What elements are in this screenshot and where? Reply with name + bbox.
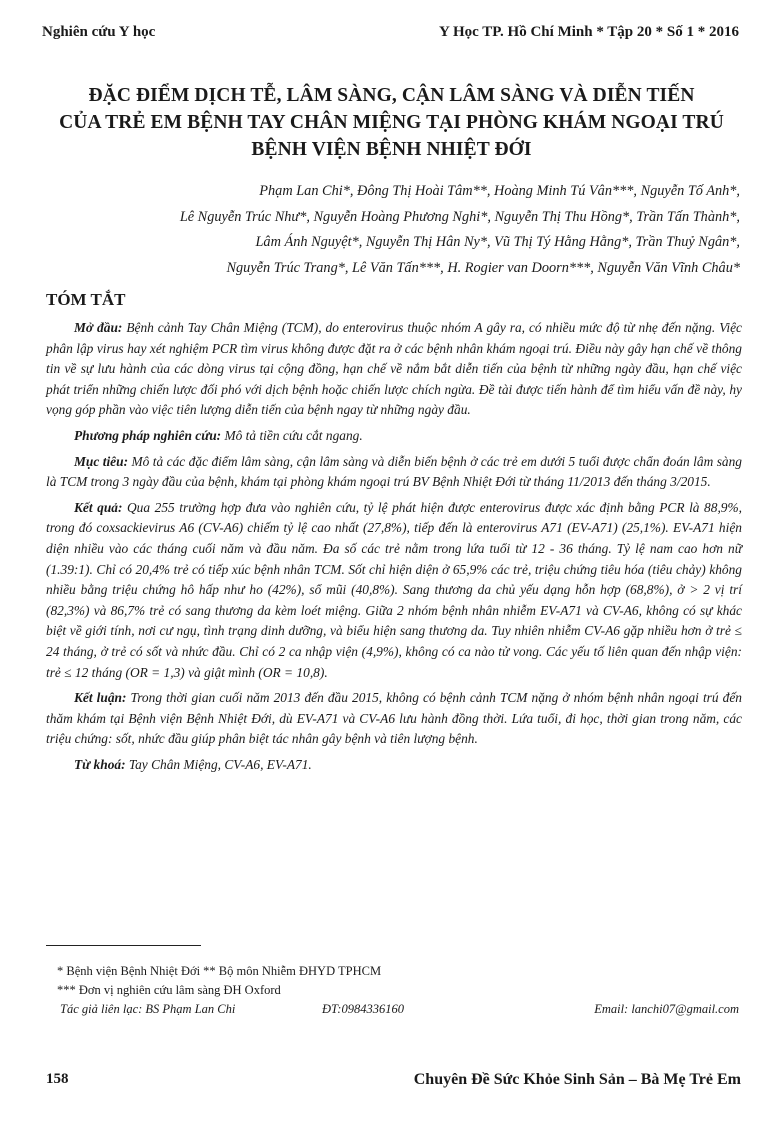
contact-email: Email: lanchi07@gmail.com xyxy=(594,1002,739,1016)
abstract-heading: TÓM TẮT xyxy=(46,290,126,309)
title-line: ĐẶC ĐIỂM DỊCH TỄ, LÂM SÀNG, CẬN LÂM SÀNG VÀ DIỄN TIẾN xyxy=(88,85,695,106)
abstract-paragraph-results xyxy=(46,498,742,683)
abstract-paragraph-methods xyxy=(46,426,742,447)
paragraph-label: Kết quả: xyxy=(74,499,123,515)
article-title xyxy=(40,82,743,163)
contact-phone: ĐT:0984336160 xyxy=(322,1002,404,1016)
contact-author: Tác giả liên lạc: BS Phạm Lan Chi xyxy=(60,1002,236,1016)
affiliation-line: *** Đơn vị nghiên cứu lâm sàng ĐH Oxford xyxy=(57,983,281,997)
author-line: Lâm Ánh Nguyệt*, Nguyễn Thị Hân Ny*, Vũ Thị Tý Hằng Hằng*, Trần Thuỷ Ngân*, xyxy=(255,234,740,250)
running-header xyxy=(42,24,739,48)
section-label: Nghiên cứu Y học xyxy=(42,24,156,40)
author-list xyxy=(40,179,740,281)
paragraph-text: Mô tả các đặc điểm lâm sàng, cận lâm sàng và diễn biến bệnh ở các trẻ em dưới 5 tuổi được chẩn đoán lâm sàng là TCM trong 3 ngày đầu của bệnh, khám tại phòng khám ngoại trú BV Bệnh Nhiệt Đới từ tháng 11/2013 đến tháng 3/2015. xyxy=(46,453,743,490)
abstract-paragraph-background xyxy=(46,318,742,421)
title-line: CỦA TRẺ EM BỆNH TAY CHÂN MIỆNG TẠI PHÒNG KHÁM NGOẠI TRÚ xyxy=(59,112,724,133)
page-number: 158 xyxy=(46,1071,69,1087)
paragraph-text: Bệnh cảnh Tay Chân Miệng (TCM), do enterovirus thuộc nhóm A gây ra, có nhiều mức độ từ nhẹ đến nặng. Việc phân lập virus hay xét nghiệm PCR tìm virus không được đặt ra ở các bệnh nhân khám ngoại trú. Điều này gây hạn chế về thông tin về sự lưu hành của các dòng virus tại cộng đồng, hạn chế về nắm bắt diễn tiến của bệnh từ những ngày đầu, hạn chế việc phát triển những chiến lược đối phó với dịch bệnh hoặc chiến lược chích ngừa. Đề tài được tiến hành để tìm hiểu vấn đề này, hy vọng góp phần vào việc tiên lượng diễn tiến của bệnh ngay từ những ngày đầu. xyxy=(46,320,742,418)
journal-citation: Y Học TP. Hồ Chí Minh * Tập 20 * Số 1 * 2016 xyxy=(438,24,739,40)
paragraph-text: Trong thời gian cuối năm 2013 đến đầu 2015, không có bệnh cảnh TCM nặng ở nhóm bệnh nhân ngoại trú đến thăm khám tại Bệnh viện Bệnh Nhiệt Đới, dù EV-A71 và CV-A6 lưu hành đồng thời. Lứa tuổi, đi học, thời gian trong năm, các triệu chứng: sốt, nhức đầu giúp phân biệt tác nhân gây bệnh và tiên lượng bệnh. xyxy=(46,690,742,747)
title-line: BỆNH VIỆN BỆNH NHIỆT ĐỚI xyxy=(251,139,532,160)
author-line: Phạm Lan Chi*, Đông Thị Hoài Tâm**, Hoàng Minh Tú Vân***, Nguyễn Tố Anh*, xyxy=(259,183,740,199)
paragraph-label: Kết luận: xyxy=(74,690,127,706)
journal-issue-title: Chuyên Đề Sức Khỏe Sinh Sản – Bà Mẹ Trẻ Em xyxy=(413,1071,741,1088)
paragraph-text: Tay Chân Miệng, CV-A6, EV-A71. xyxy=(125,756,312,772)
author-line: Lê Nguyễn Trúc Như*, Nguyễn Hoàng Phương Nghi*, Nguyễn Thị Thu Hồng*, Trần Tấn Thành*, xyxy=(179,208,740,225)
affiliation-line: * Bệnh viện Bệnh Nhiệt Đới ** Bộ môn Nhiễm ĐHYD TPHCM xyxy=(57,964,382,978)
author-line: Nguyễn Trúc Trang*, Lê Văn Tấn***, H. Rogier van Doorn***, Nguyễn Văn Vĩnh Châu* xyxy=(226,259,740,276)
paragraph-label: Từ khoá: xyxy=(74,756,126,772)
footnotes xyxy=(57,962,739,1019)
footnote-divider xyxy=(46,945,201,946)
abstract-paragraph-conclusion xyxy=(46,688,742,750)
abstract-paragraph-keywords xyxy=(46,755,742,776)
running-footer xyxy=(46,1071,741,1095)
paragraph-text: Qua 255 trường hợp đưa vào nghiên cứu, tỷ lệ phát hiện được enterovirus được xác định bằng PCR là 88,9%, trong đó coxsackievirus A6 (CV-A6) chiếm tỷ lệ cao nhất (27,8%), tiếp đến là enterovirus A71 (EV-A71) (25,1%). EV-A71 hiện diện nhiều vào các tháng cuối năm và đầu năm. Đa số các trẻ nằm trong lứa tuổi từ 12 - 36 tháng. Tỷ lệ nam cao hơn nữ (1.39:1). Chỉ có 20,4% trẻ có tiếp xúc bệnh nhân TCM. Sốt chỉ hiện diện ở 65,9% các trẻ, triệu chứng tiêu hóa (tiêu chảy) không nhiều bằng triệu chứng hô hấp như ho (42%), sổ mũi (40,8%). Sang thương da chủ yếu dạng hỗn hợp (68,8%), ở > 2 vị trí (82,3%) và 86,7% trẻ có sang thương da kèm loét miệng. Giữa 2 nhóm bệnh nhân nhiễm EV-A71 và CV-A6, không có sự khác biệt về giới tính, nơi cư ngụ, tình trạng dinh dưỡng, và biểu hiện sang thương da. Tuy nhiên nhiễm CV-A6 gặp nhiều hơn ở trẻ ≤ 24 tháng, ở trẻ có sốt và nhức đầu. Chỉ có 2 ca nhập viện (4,9%), không có ca nào tử vong. Các yếu tố liên quan đến nhập viện: trẻ ≤ 12 tháng (OR = 1,3) và giật mình (OR = 10,8). xyxy=(46,499,742,680)
contact-line xyxy=(60,1000,739,1019)
paragraph-label: Mở đầu: xyxy=(74,320,123,335)
paragraph-label: Phương pháp nghiên cứu: xyxy=(74,427,222,443)
abstract-paragraph-objectives xyxy=(46,452,742,493)
paragraph-label: Mục tiêu: xyxy=(74,453,129,469)
paragraph-text: Mô tả tiền cứu cắt ngang. xyxy=(221,427,363,443)
abstract-body xyxy=(46,318,742,780)
